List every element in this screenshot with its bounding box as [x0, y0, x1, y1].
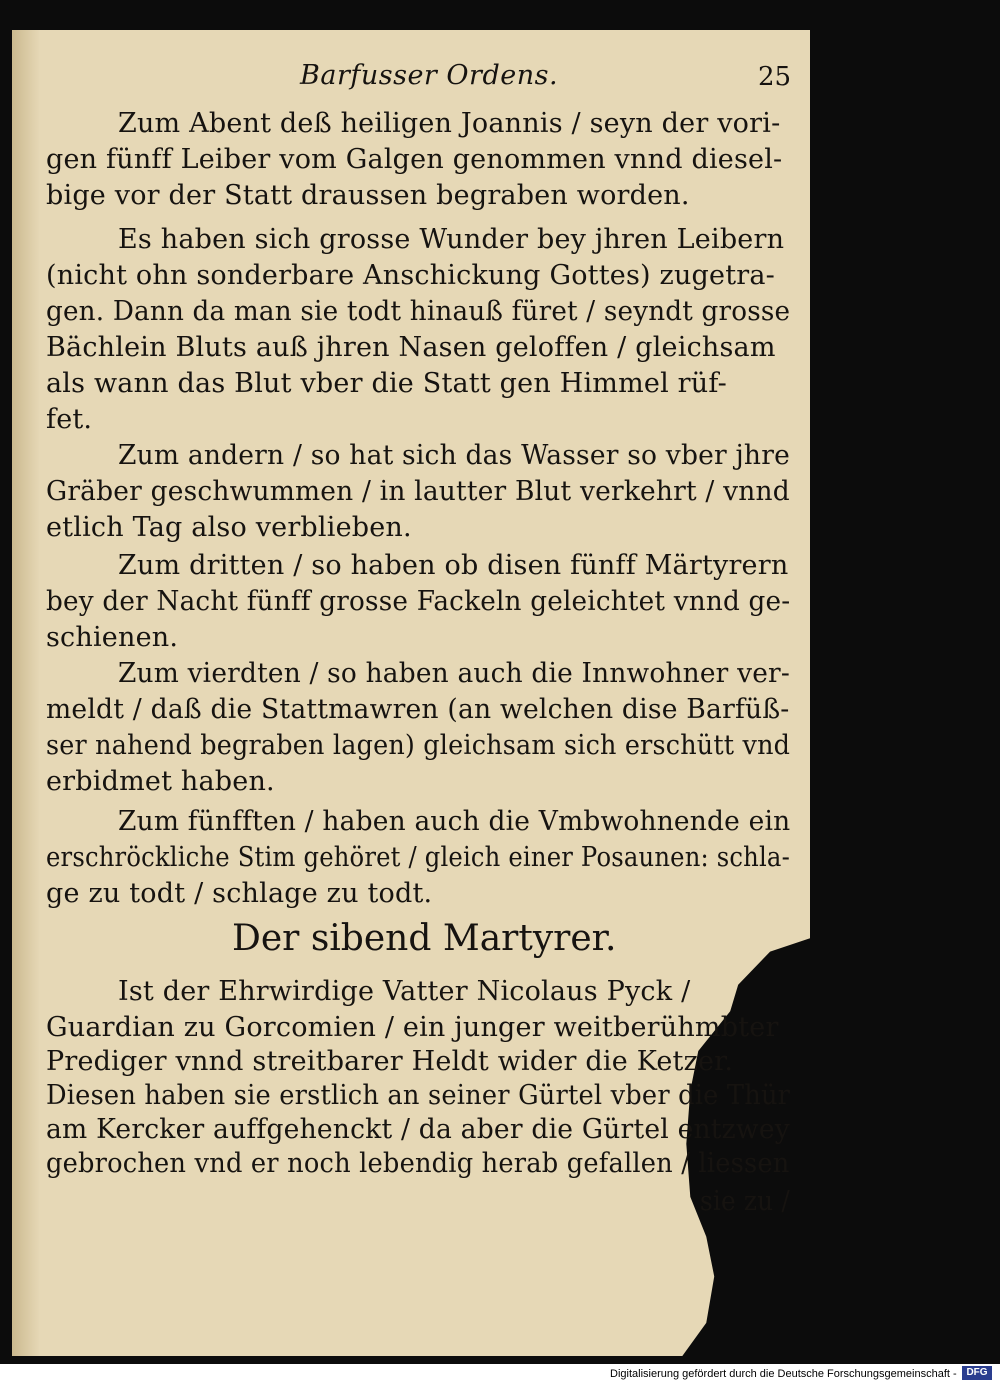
text-line: Zum fünfften / haben auch die Vmbwohnende ein [118, 806, 791, 837]
text-line: Zum Abent deß heiligen Joannis / seyn der vori- [118, 108, 781, 139]
text-line: gen. Dann da man sie todt hinauß füret / seyndt grosse [46, 296, 791, 327]
text-line: sie zu / [700, 1186, 790, 1217]
text-line: ge zu todt / schlage zu todt. [46, 878, 433, 909]
dfg-logo: DFG [962, 1366, 992, 1380]
text-line: erbidmet haben. [46, 766, 275, 797]
text-line: Es haben sich grosse Wunder bey jhren Leibern [118, 224, 785, 255]
text-line: etlich Tag also verblieben. [46, 512, 412, 543]
text-line: Bächlein Bluts auß jhren Nasen geloffen / gleichsam [46, 332, 776, 363]
text-line: Gräber geschwummen / in lautter Blut verkehrt / vnnd [46, 476, 790, 507]
page-number: 25 [758, 62, 792, 92]
text-line: bey der Nacht fünff grosse Fackeln geleichtet vnnd ge- [46, 586, 791, 617]
text-line: Zum andern / so hat sich das Wasser so vber jhre [118, 440, 790, 471]
text-line: gen fünff Leiber vom Galgen genommen vnnd diesel- [46, 144, 783, 175]
text-line: Guardian zu Gorcomien / ein junger weitberühmbter [46, 1012, 779, 1043]
running-header: Barfusser Ordens. [300, 60, 559, 91]
text-line: meldt / daß die Stattmawren (an welchen dise Barfüß- [46, 694, 790, 725]
text-line: Prediger vnnd streitbarer Heldt wider die Ketzer. [46, 1046, 734, 1077]
text-line: Diesen haben sie erstlich an seiner Gürtel vber die Thür [46, 1080, 791, 1111]
funding-credit: Digitalisierung gefördert durch die Deutsche Forschungsgemeinschaft - [610, 1368, 957, 1380]
text-line: ser nahend begraben lagen) gleichsam sich erschütt vnd [46, 730, 791, 761]
text-line: Zum dritten / so haben ob disen fünff Märtyrern [118, 550, 789, 581]
page-gutter-shadow [12, 30, 40, 1356]
text-line: schienen. [46, 622, 179, 653]
text-line: bige vor der Statt draussen begraben worden. [46, 180, 690, 211]
section-title: Der sibend Martyrer. [232, 918, 617, 959]
text-line: Ist der Ehrwirdige Vatter Nicolaus Pyck / [118, 976, 691, 1007]
text-line: (nicht ohn sonderbare Anschickung Gottes) zugetra- [46, 260, 775, 291]
text-line: erschröckliche Stim gehöret / gleich einer Posaunen: schla- [46, 842, 790, 873]
text-line: am Kercker auffgehenckt / da aber die Gürtel entzwey [46, 1114, 790, 1145]
text-line: gebrochen vnd er noch lebendig herab gefallen / liessen [46, 1148, 790, 1179]
text-line: Zum vierdten / so haben auch die Innwohner ver- [118, 658, 790, 689]
text-line: als wann das Blut vber die Statt gen Himmel rüf- [46, 368, 727, 399]
text-line: fet. [46, 404, 93, 435]
